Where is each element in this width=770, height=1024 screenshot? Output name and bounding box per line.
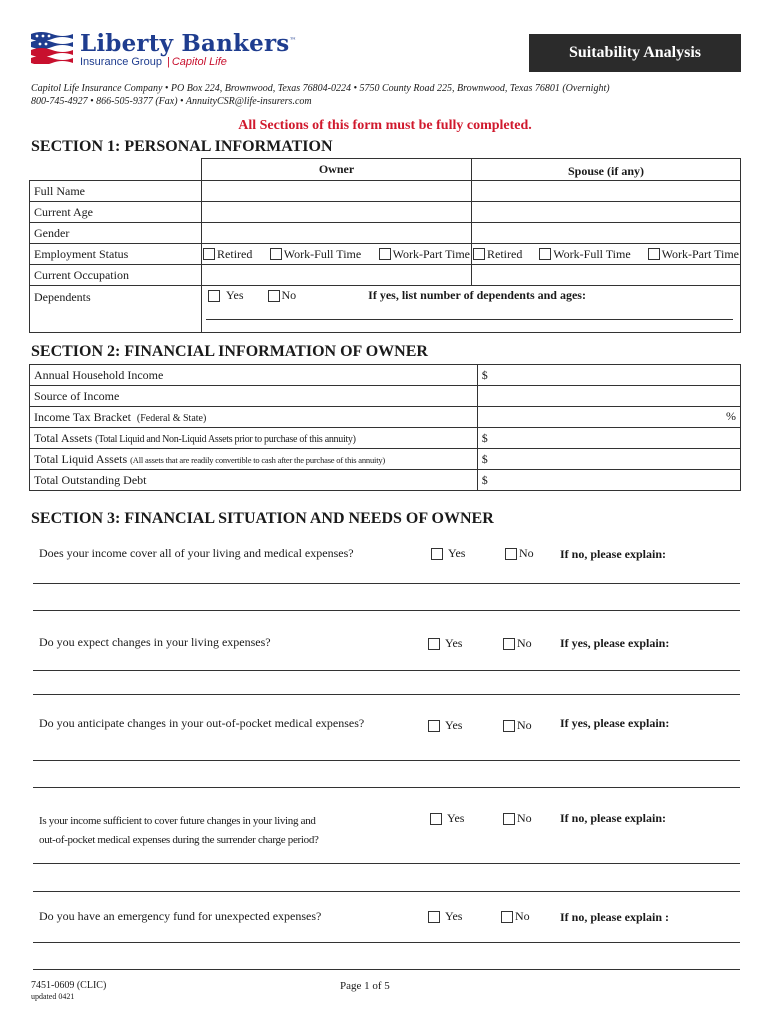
label-annual-household-income: Annual Household Income xyxy=(30,365,478,386)
label-total-assets: Total Assets (Total Liquid and Non-Liquid Assets prior to purchase of this annuity) xyxy=(30,428,478,449)
question-5-no-label: No xyxy=(515,909,530,923)
option-label: Work-Part Time xyxy=(661,246,739,261)
spouse-age-field[interactable] xyxy=(472,202,741,223)
option-label: Work-Full Time xyxy=(283,246,362,261)
dependents-yes-label: Yes xyxy=(226,288,244,302)
flag-logo-icon xyxy=(31,30,73,64)
owner-age-field[interactable] xyxy=(202,202,472,223)
spouse-gender-field[interactable] xyxy=(472,223,741,244)
financial-info-table xyxy=(29,364,741,491)
total-assets-field[interactable] xyxy=(477,428,740,449)
question-3-explain-label: If yes, please explain: xyxy=(560,716,670,730)
question-5-answer-line-1[interactable] xyxy=(33,942,740,943)
question-4-yes-label: Yes xyxy=(447,811,465,825)
question-2-text: Do you expect changes in your living expenses? xyxy=(39,635,271,649)
option-label: Retired xyxy=(217,246,253,261)
question-2-answer-line-1[interactable] xyxy=(33,670,740,671)
question-2-no-checkbox[interactable] xyxy=(503,638,515,650)
row-label-dependents: Dependents xyxy=(30,286,202,333)
spouse-full-name-field[interactable] xyxy=(472,181,741,202)
question-1-answer-line-1[interactable] xyxy=(33,583,740,584)
completion-notice: All Sections of this form must be fully completed. xyxy=(238,118,532,133)
owner-column-header: Owner xyxy=(202,159,472,181)
row-label-full-name: Full Name xyxy=(30,181,202,202)
question-2-yes-label: Yes xyxy=(445,636,463,650)
option-label: Work-Full Time xyxy=(553,246,631,261)
question-1-no-checkbox[interactable] xyxy=(505,548,517,560)
question-4-no-checkbox[interactable] xyxy=(503,813,515,825)
total-outstanding-debt-field[interactable] xyxy=(477,470,740,491)
dependents-answer-line[interactable] xyxy=(206,319,733,320)
question-3-yes-label: Yes xyxy=(445,718,463,732)
question-2-no-label: No xyxy=(517,636,532,650)
dollar-sign: $ xyxy=(481,451,488,466)
label-total-liquid-assets: Total Liquid Assets (All assets that are readily convertible to cash after the purchase of this annuity) xyxy=(30,449,478,470)
question-5-no-checkbox[interactable] xyxy=(501,911,513,923)
question-1-text: Does your income cover all of your living and medical expenses? xyxy=(39,546,354,560)
section3-title: SECTION 3: FINANCIAL SITUATION AND NEEDS OF OWNER xyxy=(31,510,494,527)
question-5-explain-label: If no, please explain : xyxy=(560,910,670,924)
owner-work-part-time-checkbox[interactable] xyxy=(379,248,391,260)
label-source-of-income: Source of Income xyxy=(30,386,478,407)
page-number: Page 1 of 5 xyxy=(340,980,390,992)
question-5-yes-checkbox[interactable] xyxy=(428,911,440,923)
option-label: Work-Part Time xyxy=(392,246,470,261)
form-number: 7451-0609 (CLIC) updated 0421 xyxy=(31,980,107,1001)
form-title: Suitability Analysis xyxy=(529,34,741,72)
percent-sign: % xyxy=(726,409,736,423)
spouse-employment-options xyxy=(472,244,741,265)
row-label-current-occupation: Current Occupation xyxy=(30,265,202,286)
dependents-no-label: No xyxy=(281,288,297,302)
label-total-outstanding-debt: Total Outstanding Debt xyxy=(30,470,478,491)
dependents-no-checkbox[interactable] xyxy=(268,290,280,302)
question-1-yes-checkbox[interactable] xyxy=(431,548,443,560)
row-label-gender: Gender xyxy=(30,223,202,244)
spouse-retired-checkbox[interactable] xyxy=(473,248,485,260)
income-tax-bracket-field[interactable] xyxy=(477,407,740,428)
question-2-yes-checkbox[interactable] xyxy=(428,638,440,650)
company-address: Capitol Life Insurance Company • PO Box 224, Brownwood, Texas 76804-0224 • 5750 County Road 225, Brownwood, Texas 76801 (Overnight) 800-745-4927 • 866-505-9377 (Fax) • AnnuityCSR@life-insurers.com xyxy=(31,83,610,107)
source-of-income-field[interactable] xyxy=(477,386,740,407)
option-label: Retired xyxy=(487,246,523,261)
question-4-no-label: No xyxy=(517,811,532,825)
owner-retired-checkbox[interactable] xyxy=(203,248,215,260)
question-5-text: Do you have an emergency fund for unexpected expenses? xyxy=(39,909,322,923)
annual-household-income-field[interactable] xyxy=(477,365,740,386)
dependents-yes-checkbox[interactable] xyxy=(208,290,220,302)
dependents-prompt: If yes, list number of dependents and ages: xyxy=(368,288,586,302)
dollar-sign: $ xyxy=(481,472,488,487)
section2-title: SECTION 2: FINANCIAL INFORMATION OF OWNER xyxy=(31,343,428,360)
question-4-answer-line-1[interactable] xyxy=(33,863,740,864)
question-2-explain-label: If yes, please explain: xyxy=(560,636,670,650)
question-4-answer-line-2[interactable] xyxy=(33,891,740,892)
total-liquid-assets-field[interactable] xyxy=(477,449,740,470)
owner-gender-field[interactable] xyxy=(202,223,472,244)
brand-name: Liberty Bankers™ xyxy=(80,30,297,57)
personal-info-table xyxy=(29,158,741,333)
brand-subtitle: Insurance Group | Capitol Life xyxy=(80,56,227,68)
owner-occupation-field[interactable] xyxy=(202,265,472,286)
row-label-current-age: Current Age xyxy=(30,202,202,223)
question-1-no-label: No xyxy=(519,546,534,560)
spouse-occupation-field[interactable] xyxy=(472,265,741,286)
question-3-answer-line-2[interactable] xyxy=(33,787,740,788)
owner-work-full-time-checkbox[interactable] xyxy=(270,248,282,260)
question-3-no-checkbox[interactable] xyxy=(503,720,515,732)
question-4-yes-checkbox[interactable] xyxy=(430,813,442,825)
question-4-explain-label: If no, please explain: xyxy=(560,811,667,825)
dollar-sign: $ xyxy=(481,367,488,382)
section1-title: SECTION 1: PERSONAL INFORMATION xyxy=(31,138,333,155)
question-3-yes-checkbox[interactable] xyxy=(428,720,440,732)
spouse-column-header: Spouse (if any) xyxy=(472,159,741,181)
question-1-answer-line-2[interactable] xyxy=(33,610,740,611)
question-3-answer-line-1[interactable] xyxy=(33,760,740,761)
dependents-cell xyxy=(202,286,741,333)
question-2-answer-line-2[interactable] xyxy=(33,694,740,695)
owner-full-name-field[interactable] xyxy=(202,181,472,202)
spouse-work-full-time-checkbox[interactable] xyxy=(539,248,551,260)
dollar-sign: $ xyxy=(481,430,488,445)
spouse-work-part-time-checkbox[interactable] xyxy=(648,248,660,260)
question-3-text: Do you anticipate changes in your out-of-pocket medical expenses? xyxy=(39,716,365,730)
question-3-no-label: No xyxy=(517,718,532,732)
owner-employment-options xyxy=(202,244,472,265)
question-1-explain-label: If no, please explain: xyxy=(560,547,667,561)
question-5-yes-label: Yes xyxy=(445,909,463,923)
row-label-employment-status: Employment Status xyxy=(30,244,202,265)
label-income-tax-bracket: Income Tax Bracket (Federal & State) xyxy=(30,407,478,428)
question-1-yes-label: Yes xyxy=(448,546,466,560)
question-5-answer-line-2[interactable] xyxy=(33,969,740,970)
question-4-text: Is your income sufficient to cover future changes in your living and out-of-pocket medical expenses during the surrender charge period? xyxy=(39,815,319,846)
